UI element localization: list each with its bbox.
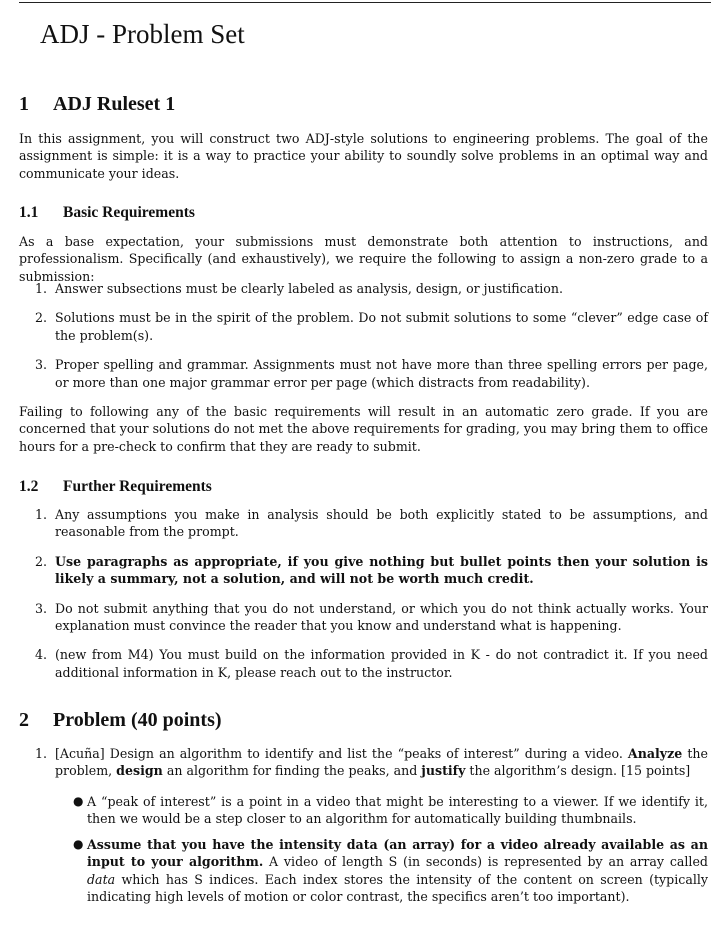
document-title: ADJ - Problem Set: [40, 19, 245, 49]
problem-text-1: [Acuña] Design an algorithm to identify and list the “peaks of interest” during a video.: [55, 746, 628, 761]
basic-requirements-list: [19, 280, 708, 391]
bullet-item: [73, 836, 708, 906]
section-2-number: 2: [19, 709, 29, 731]
bullet-text: A video of length S (in seconds) is represented by an array called: [263, 854, 708, 870]
subsection-1-2-title: Further Requirements: [63, 478, 212, 495]
basic-requirements-intro: As a base expectation, your submissions must demonstrate both attention to instructions, and professionalism. Specifically (and exhaustively), we require the following to assign a non-zero grade to a submission:: [19, 234, 708, 284]
basic-requirements-outro: Failing to following any of the basic requirements will result in an automatic zero grade. If you are concerned that your solutions do not met the above requirements for grading, you may bring them to office hours for a pre-check to confirm that they are ready to submit.: [19, 404, 708, 454]
justify-keyword: justify: [421, 763, 466, 779]
list-marker: 4.: [35, 647, 48, 663]
bullet-icon: ●: [73, 794, 84, 808]
section-1-heading: [19, 91, 175, 117]
list-item-text: Do not submit anything that you do not understand, or which you do not think actually works. Your explanation must convince the reader that you know and understand what is happening.: [55, 600, 708, 634]
further-requirements-list: [19, 506, 708, 681]
list-marker: 2.: [35, 310, 48, 326]
list-marker: 1.: [35, 507, 48, 522]
subsection-1-2-number: 1.2: [19, 478, 39, 495]
bullet-bold-text: Assume that you have the intensity data (an array) for a video already available as an input to your algorithm.: [87, 836, 708, 870]
bullet-item: [73, 793, 708, 828]
list-item: [19, 506, 708, 541]
list-marker: 2.: [35, 553, 48, 569]
bullet-icon: ●: [73, 836, 84, 851]
list-item-text: Answer subsections must be clearly labeled as analysis, design, or justification.: [55, 281, 563, 296]
list-item: [19, 600, 708, 635]
list-marker: 3.: [35, 600, 48, 616]
subsection-1-1-number: 1.1: [19, 204, 39, 221]
list-item-text: Proper spelling and grammar. Assignments must not have more than three spelling errors per page, or more than one major grammar error per page (which distracts from readability).: [55, 357, 708, 390]
list-item-text: Solutions must be in the spirit of the problem. Do not submit solutions to some “clever” edge case of the problem(s).: [55, 310, 708, 343]
section-2-heading: [19, 707, 222, 733]
list-item: [19, 280, 708, 297]
data-variable: data: [87, 871, 116, 887]
list-marker: 1.: [35, 746, 48, 761]
bullet-text: A “peak of interest” is a point in a video that might be interesting to a viewer. If we identify it, then we would be a step closer to an algorithm for automatically building thumbnails.: [87, 794, 708, 827]
section-1-number: 1: [19, 93, 29, 115]
section-1-intro: In this assignment, you will construct two ADJ-style solutions to engineering problems. The goal of the assignment is simple: it is a way to practice your ability to soundly solve problems in an optimal way and communicate your ideas.: [19, 131, 708, 181]
bullet-text: which has S indices. Each index stores the intensity of the content on screen (typically indicating high levels of motion or color contrast, the specifics aren’t too important).: [87, 871, 708, 905]
problem-text-2: the problem,: [55, 746, 708, 779]
list-marker: 1.: [35, 281, 48, 296]
section-1-title: ADJ Ruleset 1: [53, 93, 176, 115]
list-marker: 3.: [35, 357, 48, 373]
list-item: [19, 553, 708, 588]
list-item: [19, 356, 708, 391]
section-2-title: Problem (40 points): [53, 709, 222, 731]
list-item: [19, 309, 708, 344]
problem-text-4: the algorithm’s design. [15 points]: [465, 763, 691, 779]
list-item-text: Use paragraphs as appropriate, if you give nothing but bullet points then your solution is likely a summary, not a solution, and will not be worth much credit.: [55, 553, 708, 587]
header-rule: [19, 2, 711, 3]
analyze-keyword: Analyze: [627, 746, 683, 761]
list-item: [19, 745, 708, 780]
problem-list: [19, 745, 708, 780]
list-item-text: Any assumptions you make in analysis should be both explicitly stated to be assumptions, and reasonable from the prompt.: [55, 507, 708, 540]
problem-text-3: an algorithm for finding the peaks, and: [162, 763, 422, 779]
subsection-1-1-title: Basic Requirements: [63, 204, 195, 221]
subsection-1-1-heading: [19, 203, 195, 223]
problem-bullets: [73, 793, 708, 905]
list-item: [19, 646, 708, 681]
subsection-1-2-heading: [19, 477, 212, 497]
list-item-text: (new from M4) You must build on the information provided in K - do not contradict it. If you need additional information in K, please reach out to the instructor.: [55, 647, 708, 680]
design-keyword: design: [116, 763, 163, 779]
